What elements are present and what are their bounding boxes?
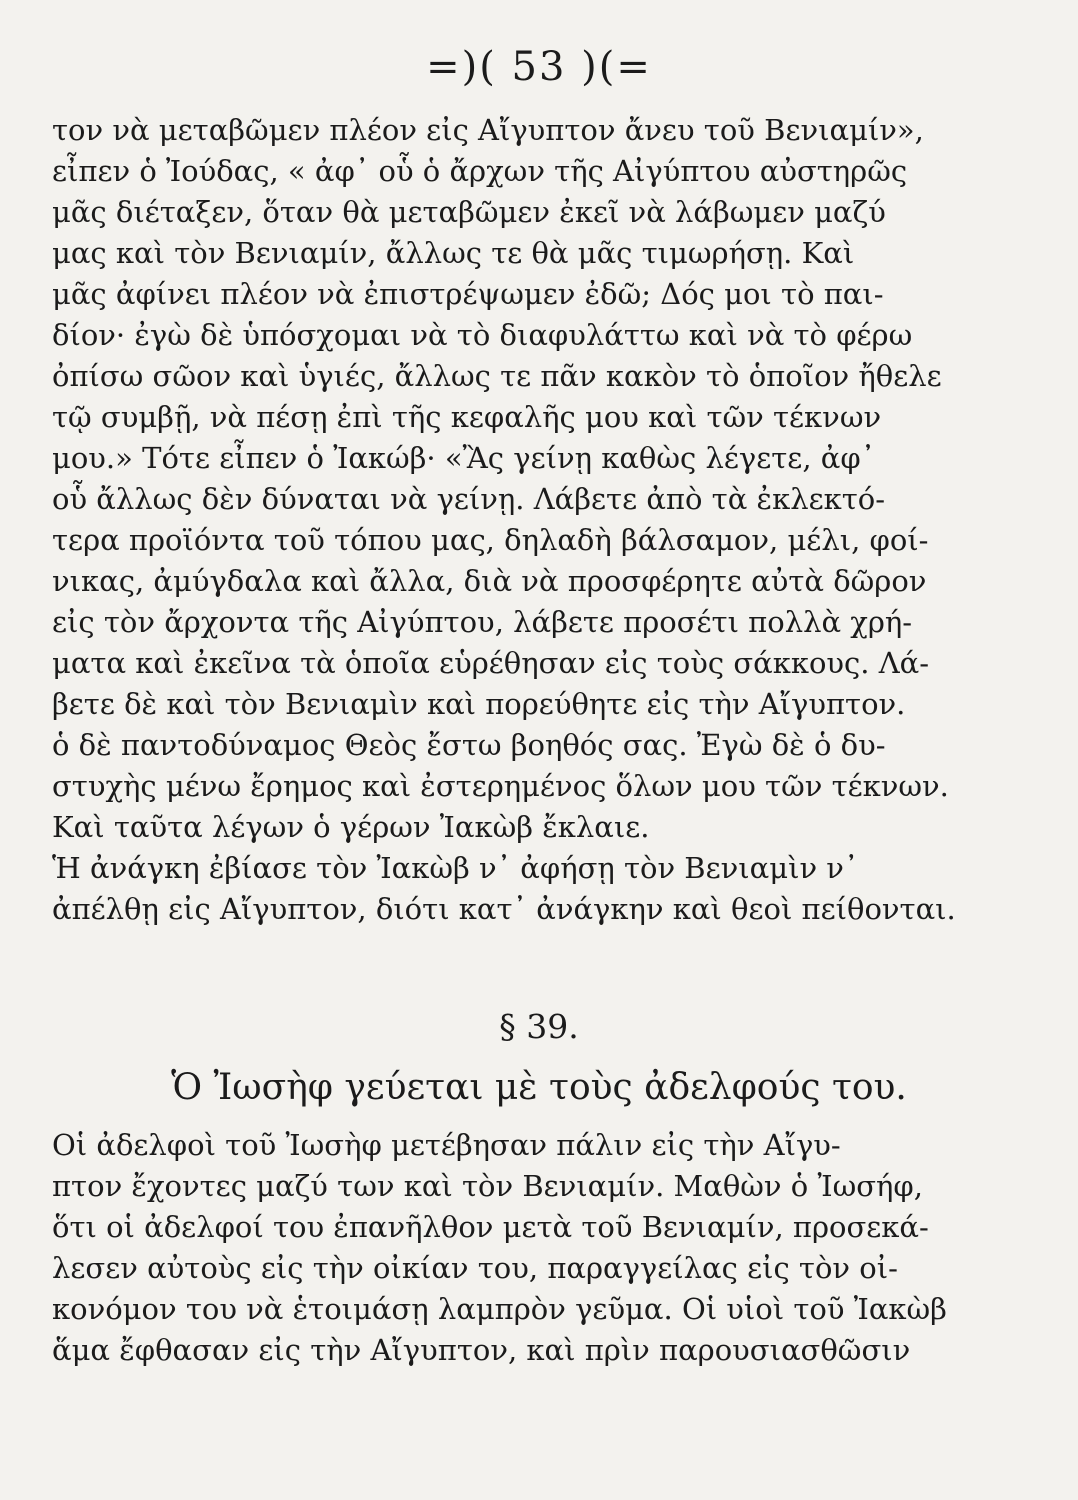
text-line: νικας, ἀμύγδαλα καὶ ἄλλα, διὰ νὰ προσφέρητε αὐτὰ δῶρον <box>52 564 927 598</box>
text-line: μου.» Τότε εἶπεν ὁ Ἰακώβ· «Ἂς γείνῃ καθὼς λέγετε, ἀφ᾽ <box>52 441 876 475</box>
text-line: πτον ἔχοντες μαζύ των καὶ τὸν Βενιαμίν. Μαθὼν ὁ Ἰωσήφ, <box>52 1169 923 1203</box>
text-line: Οἱ ἀδελφοὶ τοῦ Ἰωσὴφ μετέβησαν πάλιν εἰς τὴν Αἴγυ- <box>52 1128 841 1162</box>
text-line: ὀπίσω σῶον καὶ ὑγιές, ἄλλως τε πᾶν κακὸν τὸ ὁποῖον ἤθελε <box>52 359 942 393</box>
text-line: βετε δὲ καὶ τὸν Βενιαμὶν καὶ πορεύθητε εἰς τὴν Αἴγυπτον. <box>52 687 906 721</box>
text-line: στυχὴς μένω ἔρημος καὶ ἐστερημένος ὅλων μου τῶν τέκνων. <box>52 769 949 803</box>
paragraph-2 <box>52 1125 952 1371</box>
text-line: ἅμα ἔφθασαν εἰς τὴν Αἴγυπτον, καὶ πρὶν παρουσιασθῶσιν <box>52 1333 911 1367</box>
text-line: ὅτι οἱ ἀδελφοί του ἐπανῆλθον μετὰ τοῦ Βενιαμίν, προσεκά- <box>52 1210 929 1244</box>
section-title: Ὁ Ἰωσὴφ γεύεται μὲ τοὺς ἀδελφούς του. <box>171 1067 907 1108</box>
text-line: ὁ δὲ παντοδύναμος Θεὸς ἔστω βοηθός σας. Ἐγὼ δὲ ὁ δυ- <box>52 728 886 762</box>
text-line: ματα καὶ ἐκεῖνα τὰ ὁποῖα εὑρέθησαν εἰς τοὺς σάκκους. Λά- <box>52 646 930 680</box>
text-line: εἶπεν ὁ Ἰούδας, « ἀφ᾽ οὗ ὁ ἄρχων τῆς Αἰγύπτου αὐστηρῶς <box>52 154 908 188</box>
text-line: ἀπέλθῃ εἰς Αἴγυπτον, διότι κατ᾽ ἀνάγκην καὶ θεοὶ πείθονται. <box>52 892 956 926</box>
text-line: τον νὰ μεταβῶμεν πλέον εἰς Αἴγυπτον ἄνευ τοῦ Βενιαμίν», <box>52 113 924 147</box>
text-line: μᾶς διέταξεν, ὅταν θὰ μεταβῶμεν ἐκεῖ νὰ λάβωμεν μαζύ <box>52 195 886 229</box>
text-line: λεσεν αὐτοὺς εἰς τὴν οἰκίαν του, παραγγείλας εἰς τὸν οἰ- <box>52 1251 898 1285</box>
text-line: τῷ συμβῇ, νὰ πέσῃ ἐπὶ τῆς κεφαλῆς μου καὶ τῶν τέκνων <box>52 400 882 434</box>
text-line: εἰς τὸν ἄρχοντα τῆς Αἰγύπτου, λάβετε προσέτι πολλὰ χρή- <box>52 605 913 639</box>
text-line: οὗ ἄλλως δὲν δύναται νὰ γείνῃ. Λάβετε ἀπὸ τὰ ἐκλεκτό- <box>52 482 886 516</box>
text-line: Καὶ ταῦτα λέγων ὁ γέρων Ἰακὼβ ἔκλαιε. <box>52 810 650 844</box>
text-line: κονόμον του νὰ ἑτοιμάσῃ λαμπρὸν γεῦμα. Οἱ υἱοὶ τοῦ Ἰακὼβ <box>52 1292 947 1326</box>
paragraph-1 <box>52 110 956 930</box>
section-number: § 39. <box>499 1007 579 1046</box>
text-line: δίον· ἐγὼ δὲ ὑπόσχομαι νὰ τὸ διαφυλάττω καὶ νὰ τὸ φέρω <box>52 318 913 352</box>
text-line: μᾶς ἀφίνει πλέον νὰ ἐπιστρέψωμεν ἐδῶ; Δός μοι τὸ παι- <box>52 277 884 311</box>
text-line: τερα προϊόντα τοῦ τόπου μας, δηλαδὴ βάλσαμον, μέλι, φοί- <box>52 523 929 557</box>
text-line: Ἡ ἀνάγκη ἐβίασε τὸν Ἰακὼβ ν᾽ ἀφήσῃ τὸν Βενιαμὶν ν᾽ <box>52 851 859 885</box>
page-number-header: =)( 53 )(= <box>426 44 652 90</box>
text-line: μας καὶ τὸν Βενιαμίν, ἄλλως τε θὰ μᾶς τιμωρήσῃ. Καὶ <box>52 236 855 270</box>
